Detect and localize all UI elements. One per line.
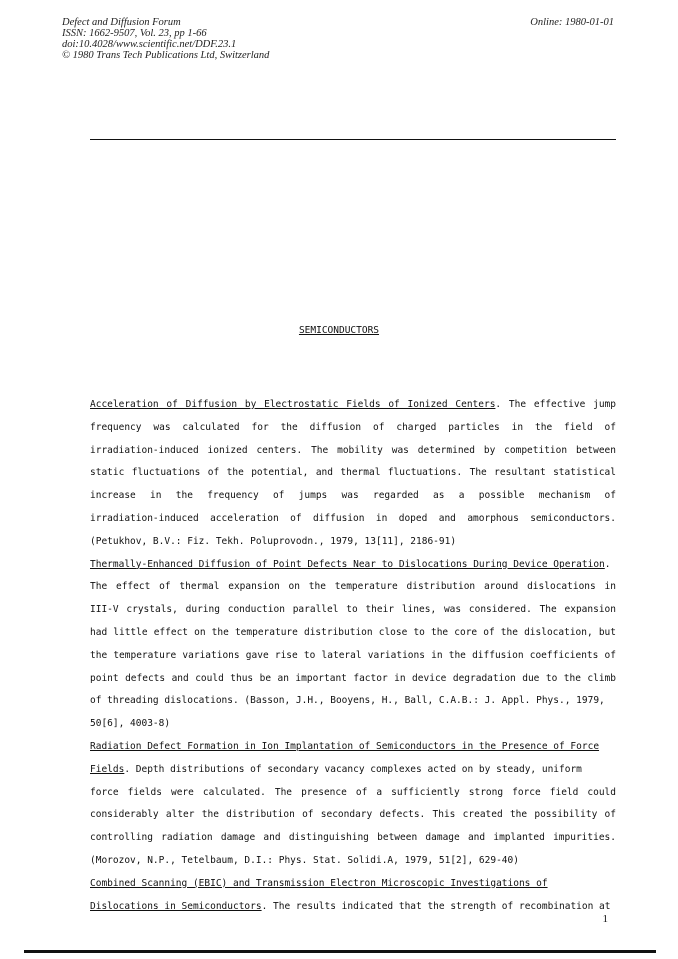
abstract-4-title: Combined Scanning (EBIC) and Transmission Electron Microscopic Investigations of [90, 877, 548, 889]
abstract-1-line: frequency was calculated for the diffusion of charged particles in the field of [90, 421, 616, 433]
abstract-3-line: force fields were calculated. The presence of a sufficiently strong force field could [90, 786, 616, 798]
abstract-3-line: considerably alter the distribution of secondary defects. This created the possibility of [90, 809, 616, 821]
journal-header [62, 17, 269, 61]
abstract-3-title-line [90, 736, 616, 759]
copyright-line: © 1980 Trans Tech Publications Ltd, Switzerland [62, 50, 270, 61]
abstract-1-title: Acceleration of Diffusion by Electrostatic Fields of Ionized Centers [90, 399, 496, 410]
abstract-2-line: III-V crystals, during conduction parallel to their lines, was considered. The expansion [90, 604, 616, 616]
abstract-2-title: Thermally-Enhanced Diffusion of Point Defects Near to Dislocations During Device Operation [90, 558, 605, 570]
abstract-1-line: irradiation-induced ionized centers. The mobility was determined by competition between [90, 444, 616, 456]
abstract-4-title-line [90, 873, 616, 896]
abstract-2-line: the temperature variations gave rise to lateral variations in the diffusion coefficients of [90, 649, 616, 661]
abstract-4-title-cont: Dislocations in Semiconductors [90, 900, 262, 912]
doi-line: doi:10.4028/www.scientific.net/DDF.23.1 [62, 39, 237, 50]
abstract-1-line: increase in the frequency of jumps was regarded as a possible mechanism of [90, 490, 616, 502]
abstract-3-title-cont: Fields [90, 763, 125, 775]
bottom-rule [24, 950, 656, 953]
abstract-3-line: controlling radiation damage and distinguishing between damage and implanted impurities. [90, 832, 616, 844]
abstract-3-citation: (Morozov, N.P., Tetelbaum, D.I.: Phys. Stat. Solidi.A, 1979, 51[2], 629-40) [90, 854, 519, 866]
abstract-2-line: had little effect on the temperature distribution close to the core of the dislocation, but [90, 626, 616, 638]
abstract-2-citation: 50[6], 4003-8) [90, 718, 171, 730]
abstract-2-line: of threading dislocations. (Basson, J.H., Booyens, H., Ball, C.A.B.: J. Appl. Phys., 1979, [90, 695, 605, 707]
issn-line: ISSN: 1662-9507, Vol. 23, pp 1-66 [62, 28, 207, 39]
abstract-3-title: Radiation Defect Formation in Ion Implantation of Semiconductors in the Presence of Force [90, 740, 600, 752]
online-date: Online: 1980-01-01 [530, 17, 614, 28]
abstract-1-line: static fluctuations of the potential, and thermal fluctuations. The resultant statistical [90, 467, 616, 479]
abstracts-body [90, 394, 616, 918]
section-title [0, 325, 678, 336]
abstract-2-title-line: Thermally-Enhanced Diffusion of Point Defects Near to Dislocations During Device Operation. [90, 558, 611, 570]
page-number: 1 [602, 913, 608, 925]
abstract-1-citation: (Petukhov, B.V.: Fiz. Tekh. Poluprovodn., 1979, 13[11], 2186-91) [90, 535, 457, 547]
section-title-text: SEMICONDUCTORS [298, 325, 380, 336]
abstract-3-title-line-2: Fields. Depth distributions of secondary vacancy complexes acted on by steady, uniform [90, 763, 582, 775]
abstract-4-title-line-2: Dislocations in Semiconductors. The results indicated that the strength of recombination at [90, 900, 611, 912]
abstract-1-line: irradiation-induced acceleration of diffusion in doped and amorphous semiconductors. [90, 512, 616, 524]
abstract-2-line: The effect of thermal expansion on the temperature distribution around dislocations in [90, 581, 616, 593]
abstract-2-line: point defects and could thus be an important factor in device degradation due to the climb [90, 672, 616, 684]
top-rule [90, 139, 616, 140]
journal-name: Defect and Diffusion Forum [62, 17, 181, 28]
abstract-1-title-line: Acceleration of Diffusion by Electrostatic Fields of Ionized Centers. The effective jump [90, 399, 616, 410]
